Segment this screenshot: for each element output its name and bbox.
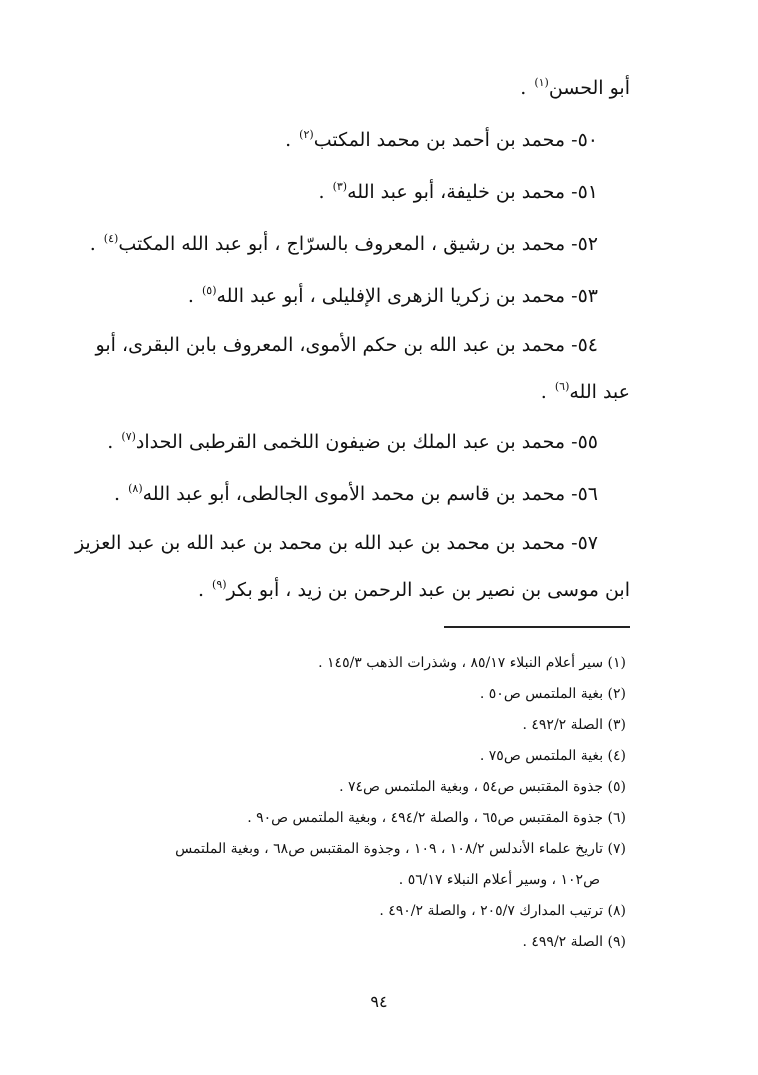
footnote-ref: (٨)	[128, 482, 143, 495]
footnote-ref: (٧)	[121, 430, 136, 443]
entry-line	[74, 520, 630, 566]
entry-text: ٥٣- محمد بن زكريا الزهرى الإفليلى ، أبو عبد الله	[216, 285, 598, 307]
entry-text: ٥٤- محمد بن عبد الله بن حكم الأموى، المعروف بابن البقرى، أبو	[95, 334, 598, 356]
main-text	[74, 62, 630, 614]
entry-text: عبد الله	[569, 381, 630, 403]
footnote-ref: (٥)	[201, 284, 217, 297]
entry-line	[82, 218, 630, 270]
entry-end: .	[520, 77, 533, 99]
footnote-ref: (٤)	[103, 232, 119, 245]
entry-end: .	[107, 431, 120, 453]
footnote-ref: (١)	[534, 76, 549, 89]
footnote-continuation: ص١٠٢ ، وسير أعلام النبلاء ٥٦/١٧ .	[398, 872, 600, 888]
footnote: (٢) بغية الملتمس ص٥٠ .	[479, 686, 626, 702]
footnote: (٩) الصلة ٤٩٩/٢ .	[522, 934, 626, 950]
entry-line	[82, 566, 630, 614]
entry-text: ٥٦- محمد بن قاسم بن محمد الأموى الجالطى، أبو عبد الله	[142, 483, 598, 505]
entry-end: .	[318, 181, 331, 203]
entry-text: ٥٥- محمد بن عبد الملك بن ضيفون اللخمى القرطبى الحداد	[135, 431, 598, 453]
entry-text: ٥١- محمد بن خليفة، أبو عبد الله	[347, 181, 598, 203]
page-number: ٩٤	[370, 992, 388, 1011]
footnote-ref: (٣)	[332, 180, 348, 193]
footnote: (١) سير أعلام النبلاء ٨٥/١٧ ، وشذرات الذهب ١٤٥/٣ .	[318, 655, 626, 671]
entry-line	[82, 368, 630, 416]
entry-text: ٥٧- محمد بن محمد بن عبد الله بن محمد بن عبد الله بن عبد العزيز	[74, 532, 598, 554]
entry-end: .	[540, 381, 553, 403]
footnote-ref: (٩)	[212, 578, 227, 591]
entry-text: ابن موسى بن نصير بن عبد الرحمن بن زيد ، أبو بكر	[226, 579, 630, 601]
entry-text: ٥٠- محمد بن أحمد بن محمد المكتب	[313, 129, 598, 151]
entry-end: .	[285, 129, 298, 151]
footnote-ref: (٢)	[299, 128, 314, 141]
entry-line	[82, 270, 630, 322]
footnote: (٣) الصلة ٤٩٢/٢ .	[522, 717, 626, 733]
entry-line	[82, 322, 630, 368]
footnote: (٥) جذوة المقتبس ص٥٤ ، وبغية الملتمس ص٧٤ .	[339, 779, 626, 795]
entry-end: .	[197, 579, 211, 601]
footnote: (٨) ترتيب المدارك ٢٠٥/٧ ، والصلة ٤٩٠/٢ .	[379, 903, 626, 919]
entry-end: .	[187, 285, 200, 307]
footnote: (٦) جذوة المقتبس ص٦٥ ، والصلة ٤٩٤/٢ ، وبغية الملتمس ص٩٠ .	[247, 810, 626, 826]
footnote: (٧) تاريخ علماء الأندلس ١٠٨/٢ ، ١٠٩ ، وجذوة المقتبس ص٦٨ ، وبغية الملتمس	[175, 841, 626, 857]
footnote-ref: (٦)	[554, 380, 570, 393]
entry-text: ٥٢- محمد بن رشيق ، المعروف بالسرّاج ، أبو عبد الله المكتب	[118, 233, 598, 255]
entry-line	[82, 416, 630, 468]
entry-line	[82, 166, 630, 218]
entry-line	[82, 114, 630, 166]
footnotes	[78, 648, 626, 958]
footnote: (٤) بغية الملتمس ص٧٥ .	[479, 748, 626, 764]
entry-line	[82, 468, 630, 520]
entry-text: أبو الحسن	[548, 77, 630, 99]
entry-end: .	[89, 233, 102, 255]
entry-line	[82, 62, 630, 114]
footnote-separator	[444, 626, 630, 628]
entry-end: .	[114, 483, 127, 505]
